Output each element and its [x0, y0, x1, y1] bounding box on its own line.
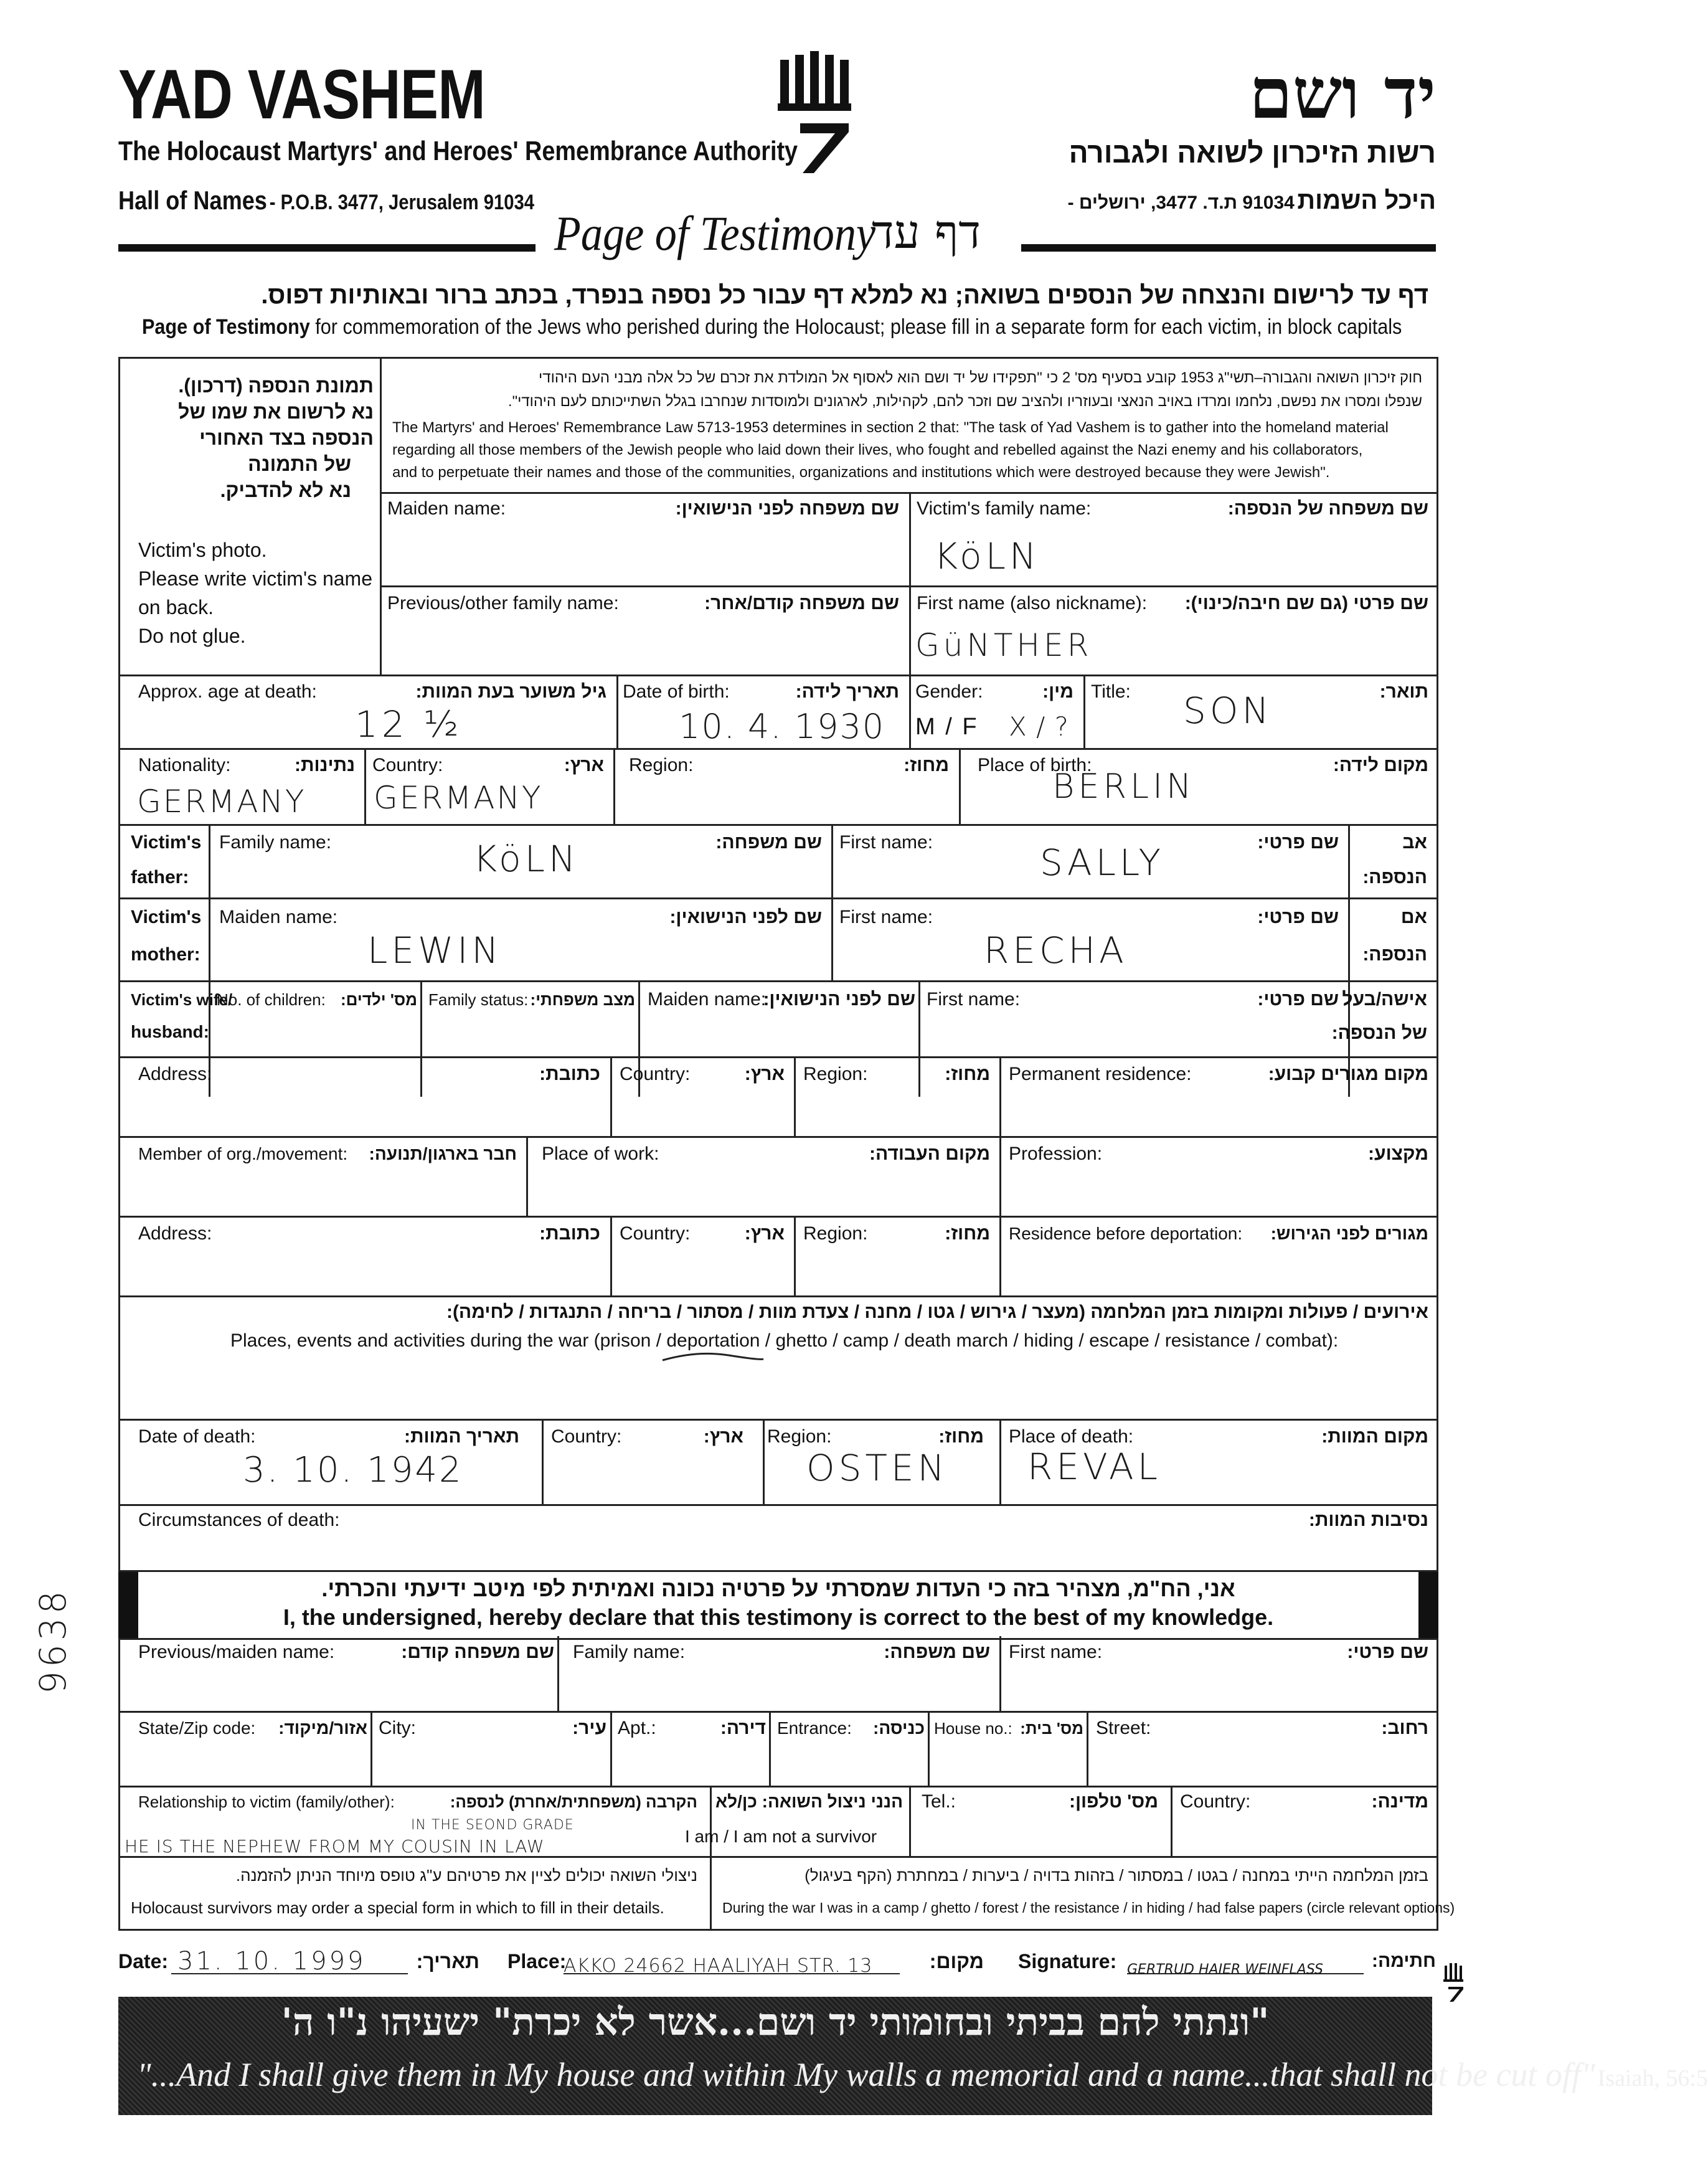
- dod-label-he: תאריך המוות:: [403, 1426, 519, 1447]
- mother-first-value: RECHA: [984, 929, 1128, 972]
- addr1-row-bottom: [118, 1136, 1438, 1138]
- mother-first-label-he: שם פרטי:: [1257, 907, 1339, 927]
- spouse-div-3: [918, 980, 920, 1097]
- father-label-en-1: Victim's: [131, 832, 202, 853]
- form-title-en: Page of Testimony: [554, 206, 876, 260]
- sub-first-label-he: שם פרטי:: [1347, 1642, 1428, 1662]
- place-label-he: מקום:: [929, 1950, 984, 1972]
- death-country-label-he: ארץ:: [703, 1426, 743, 1447]
- sub2-div-5: [1087, 1711, 1088, 1786]
- sub-survivor-label-he: הנני ניצול השואה: כן/לא: [715, 1792, 903, 1811]
- sub2-row-bottom: [118, 1786, 1438, 1787]
- pod-value: REVAL: [1027, 1446, 1161, 1488]
- permanent-residence-label: Permanent residence:: [1009, 1064, 1192, 1084]
- spouse-first-label: First name:: [927, 989, 1021, 1010]
- signature-label-he: חתימה:: [1371, 1951, 1436, 1971]
- title-rule-left: [118, 244, 536, 252]
- region-label-he: מחוז:: [904, 755, 949, 775]
- photo-instr-he-4: של התמונה: [248, 453, 351, 475]
- addr1-div-3: [999, 1056, 1001, 1136]
- region-pob-divider: [959, 748, 961, 824]
- age-row-bottom: [118, 748, 1438, 750]
- address2-region-label: Region:: [803, 1223, 868, 1244]
- law-en-line-1: The Martyrs' and Heroes' Remembrance Law 5713-1953 determines in section 2 that: "The task of Yad Vashem is to gather into the homeland material: [392, 419, 1389, 436]
- victim-family-name-value: KöLN: [934, 535, 1040, 577]
- authority-en: The Holocaust Martyrs' and Heroes' Remembrance Authority: [118, 136, 798, 166]
- father-row-bottom: [118, 897, 1438, 899]
- camp-he: בזמן המלחמה הייתי במחנה / בגטו / במסתור / בזהות בדויה / ביערות / במחתרת (הקף בעיגול): [804, 1866, 1428, 1885]
- spouse-label-he-2: של הנספה:: [1331, 1023, 1427, 1043]
- sub-entrance-label-he: כניסה:: [873, 1718, 925, 1738]
- nat-row-bottom: [118, 824, 1438, 826]
- photo-instr-he-3: הנספה בצד האחורי: [199, 427, 374, 449]
- address2-country-label: Country:: [620, 1223, 691, 1244]
- small-logo-icon: [1442, 1962, 1467, 2005]
- first-name-label-he: שם פרטי (גם שם חיבה/כינוי):: [1184, 593, 1428, 613]
- mother-label-he-1: אם: [1400, 907, 1427, 927]
- sub-apt-label: Apt.:: [618, 1718, 656, 1738]
- death-row-bottom: [118, 1504, 1438, 1506]
- address-region-label: Region:: [803, 1064, 868, 1084]
- sub-relation-label: Relationship to victim (family/other):: [138, 1792, 395, 1811]
- pod-label: Place of death:: [1009, 1426, 1134, 1447]
- addr2-row-bottom: [118, 1295, 1438, 1297]
- region-label: Region:: [629, 755, 694, 775]
- sub2-div-2: [610, 1711, 612, 1786]
- footer-quote-he: "ונתתי להם בביתי ובחומותי יד ושם...אשר לא יכרת" ישעיהו נ"ו ה': [281, 2000, 1270, 2044]
- member-div-1: [526, 1136, 528, 1216]
- father-family-label: Family name:: [219, 832, 332, 853]
- org-name-he: יד ושם: [1248, 53, 1436, 135]
- death-div-2: [763, 1419, 765, 1504]
- instructions-en-text: for commemoration of the Jews who perished during the Holocaust; please fill in a separate form for each victim, in block capitals: [309, 315, 1402, 339]
- spouse-label-en-2: husband:: [131, 1022, 209, 1041]
- names-mid-divider: [909, 492, 911, 675]
- place-value: AKKO 24662 HAALIYAH STR. 13: [564, 1955, 873, 1977]
- sub-street-label-he: רחוב:: [1381, 1718, 1428, 1738]
- father-first-label-he: שם פרטי:: [1257, 832, 1339, 853]
- law-en-line-2: regarding all those members of the Jewish people who laid down their lives, who fought and rebelled against the Nazi enemy and his collaborators,: [392, 442, 1363, 458]
- hall-of-names-en: [118, 186, 534, 215]
- row1-bottom: [118, 675, 1438, 676]
- nationality-label-he: נתינות:: [294, 755, 355, 775]
- sub-relation-label-he: הקרבה (משפחתית/אחרת) לנספה:: [450, 1792, 697, 1811]
- death-div-3: [999, 1419, 1001, 1504]
- sub-city-label: City:: [379, 1718, 416, 1738]
- spouse-label-en-1: Victim's wife/: [131, 990, 233, 1009]
- work-label: Place of work:: [542, 1143, 659, 1164]
- dod-label: Date of death:: [138, 1426, 256, 1447]
- mother-row-bottom: [118, 980, 1438, 982]
- sub-family-label-he: שם משפחה:: [884, 1642, 990, 1662]
- photo-instr-he-1: תמונת הנספה (דרכון).: [178, 374, 374, 397]
- events-label: Places, events and activities during the war (prison / deportation / ghetto / camp / death march / hiding / escape / resistance / combat):: [230, 1330, 1339, 1351]
- age-value: 12 ½: [355, 703, 463, 746]
- sub-family-label: Family name:: [573, 1642, 686, 1662]
- form-title-he: דף עד: [872, 206, 981, 259]
- spouse-maiden-label-he: שם לפני הנישואין:: [763, 989, 915, 1010]
- hall-name-he: היכל השמות: [1297, 187, 1436, 214]
- mother-label-en-1: Victim's: [131, 907, 202, 927]
- member-div-2: [999, 1136, 1001, 1216]
- father-first-label: First name:: [839, 832, 933, 853]
- sub-city-label-he: עיר:: [572, 1718, 606, 1738]
- instructions-en-bold: Page of Testimony: [142, 315, 310, 339]
- address2-label: Address:: [138, 1223, 212, 1244]
- spouse-row-bottom: [118, 1056, 1438, 1058]
- mother-label-he-2: הנספה:: [1362, 944, 1427, 965]
- footer-quote-en: "...And I shall give them in My house and within My walls a memorial and a name...that shall not be cut off": [137, 2056, 1595, 2093]
- death-region-value: OSTEN: [806, 1447, 948, 1489]
- mother-maiden-value: LEWIN: [367, 929, 502, 972]
- address2-country-label-he: ארץ:: [744, 1223, 785, 1244]
- age-label-he: גיל משוער בעת המוות:: [415, 681, 606, 702]
- father-first-value: SALLY: [1040, 841, 1164, 884]
- events-row-bottom: [118, 1419, 1438, 1421]
- addr1-div-1: [610, 1056, 612, 1136]
- relation-value-1: IN THE SEOND GRADE: [411, 1817, 574, 1833]
- title-label: Title:: [1091, 681, 1131, 702]
- hall-address: - P.O.B. 3477, Jerusalem 91034: [269, 191, 535, 214]
- permanent-residence-label-he: מקום מגורים קבוע:: [1268, 1064, 1428, 1084]
- father-label-he-2: הנספה:: [1362, 867, 1427, 888]
- addr1-div-2: [794, 1056, 796, 1136]
- address2-region-label-he: מחוז:: [945, 1223, 990, 1244]
- family-name-label: Victim's family name:: [917, 498, 1092, 519]
- title-value: SON: [1183, 689, 1273, 732]
- children-label: No. of children:: [217, 990, 326, 1009]
- address-country-label: Country:: [620, 1064, 691, 1084]
- pod-label-he: מקום המוות:: [1321, 1426, 1428, 1447]
- sub-entrance-label: Entrance:: [777, 1718, 852, 1738]
- sub3-div-3: [1171, 1786, 1172, 1856]
- gender-options: M / F: [915, 714, 979, 740]
- nationality-value: GERMANY: [137, 784, 306, 820]
- prev-name-label: Previous/other family name:: [387, 593, 619, 613]
- residence-before-label: Residence before deportation:: [1009, 1224, 1243, 1243]
- profession-label-he: מקצוע:: [1368, 1143, 1428, 1164]
- events-label-he: אירועים / פעולות ומקומות בזמן המלחמה (מעצר / גירוש / גטו / מחנה / צעדת מוות / מסתור / בריחה / התנגדות / לחימה):: [446, 1302, 1428, 1322]
- sub-state-label: State/Zip code:: [138, 1718, 256, 1738]
- addr2-div-1: [610, 1216, 612, 1295]
- sub1-div-2: [999, 1636, 1001, 1711]
- sub-prevmaiden-label-he: שם משפחה קודם:: [401, 1642, 554, 1662]
- sub2-div-1: [370, 1711, 372, 1786]
- sub-country-label: Country:: [1180, 1791, 1251, 1812]
- sub3-div-2: [909, 1786, 911, 1856]
- footer-quote-en-line: [137, 2055, 1708, 2094]
- photo-box-divider: [380, 357, 382, 675]
- address-label: Address:: [138, 1064, 212, 1084]
- member-label-he: חבר בארגון/תנועה:: [369, 1144, 517, 1163]
- mother-first-label: First name:: [839, 907, 933, 927]
- sub-survivor-label: I am / I am not a survivor: [685, 1827, 877, 1846]
- dob-gender-divider: [909, 675, 911, 748]
- status-label: Family status:: [428, 990, 529, 1009]
- sub-street-label: Street:: [1096, 1718, 1151, 1738]
- photo-instr-en-1: Victim's photo.: [138, 539, 267, 561]
- relation-value-2: HE IS THE NEPHEW FROM MY COUSIN IN LAW: [125, 1836, 545, 1857]
- sub-prevmaiden-label: Previous/maiden name:: [138, 1642, 335, 1662]
- sub2-div-3: [769, 1711, 771, 1786]
- mother-mid-divider: [831, 897, 833, 980]
- address2-label-he: כתובת:: [539, 1223, 600, 1244]
- death-country-label: Country:: [551, 1426, 622, 1447]
- spouse-first-label-he: שם פרטי:: [1257, 989, 1339, 1010]
- spouse-maiden-label: Maiden name:: [648, 989, 767, 1010]
- mother-label-en-2: mother:: [131, 944, 201, 965]
- victim-first-name-value: GüNTHER: [915, 627, 1093, 663]
- nationality-label: Nationality:: [138, 755, 231, 775]
- sub-house-label-he: מס' בית:: [1020, 1719, 1083, 1738]
- father-label-he-1: אב: [1402, 832, 1427, 853]
- father-label-en-2: father:: [131, 867, 189, 888]
- age-label: Approx. age at death:: [138, 681, 317, 702]
- gender-label: Gender:: [915, 681, 983, 702]
- gender-label-he: מין:: [1042, 681, 1073, 702]
- date-value: 31. 10. 1999: [177, 1947, 366, 1976]
- sub-first-label: First name:: [1009, 1642, 1103, 1662]
- address-region-label-he: מחוז:: [945, 1064, 990, 1084]
- survivors-form-he: ניצולי השואה יכולים לציין את פרטיהם ע"ג טופס מיוחד הניתן להזמנה.: [235, 1866, 697, 1885]
- hall-address-he: 91034 ת.ד. 3477, ירושלים -: [1067, 192, 1295, 213]
- member-label: Member of org./movement:: [138, 1144, 348, 1163]
- survivors-form-en: Holocaust survivors may order a special form in which to fill in their details.: [131, 1898, 664, 1917]
- first-name-label: First name (also nickname):: [917, 593, 1148, 613]
- place-label: Place:: [507, 1950, 567, 1972]
- sub-tel-label-he: מס' טלפון:: [1069, 1791, 1158, 1812]
- profession-label: Profession:: [1009, 1143, 1103, 1164]
- form-top-border: [118, 357, 1438, 359]
- family-name-label-he: שם משפחה של הנספה:: [1227, 498, 1428, 519]
- circumstances-label-he: נסיבות המוות:: [1308, 1510, 1428, 1530]
- sub1-row-bottom: [118, 1711, 1438, 1713]
- dod-value: 3. 10. 1942: [243, 1450, 463, 1490]
- mother-maiden-label-he: שם לפני הנישואין:: [669, 907, 822, 927]
- photo-instr-he-5: נא לא להדביק.: [220, 479, 351, 501]
- dob-value: 10. 4. 1930: [679, 707, 885, 746]
- instructions-he: דף עד לרישום והנצחה של הנספים בשואה; נא למלא דף עבור כל נספה בנפרד, בכתב ברור ובאותיות דפוס.: [261, 282, 1428, 309]
- spouse-label-he-1: אישה/בעל: [1342, 989, 1427, 1010]
- gender-mark-value: X / ?: [1009, 711, 1069, 742]
- member-row-bottom: [118, 1216, 1438, 1218]
- title-rule-right: [1021, 244, 1436, 252]
- instructions-en: [142, 315, 1402, 339]
- death-div-1: [542, 1419, 544, 1504]
- country-label: Country:: [372, 755, 443, 775]
- sub2-div-4: [928, 1711, 930, 1786]
- law-he-line-2: שנפלו ומסרו את נפשם, נלחמו ומרדו באויב הנאצי ובעוזריו ולהציב שם וזכר להם, לקהילות, לארגונים ולמוסדות שנחרבו בגלל השתייכותם לעם היהודי".: [507, 393, 1422, 410]
- yad-vashem-logo-icon: [775, 49, 862, 198]
- photo-instr-en-3: on back.: [138, 596, 214, 618]
- country-region-divider: [613, 748, 615, 824]
- form-left-border: [118, 357, 120, 1931]
- sub1-div-1: [557, 1636, 559, 1711]
- signature-value: GERTRUD HAIER WEINFLASS: [1127, 1962, 1323, 1977]
- father-mid-divider: [831, 824, 833, 897]
- circumstances-label: Circumstances of death:: [138, 1510, 340, 1530]
- sub-state-label-he: אזור/מיקוד:: [278, 1718, 367, 1738]
- children-label-he: מס' ילדים:: [341, 990, 417, 1009]
- prev-name-label-he: שם משפחה קודם/אחר:: [704, 593, 899, 613]
- pob-value: BERLIN: [1052, 767, 1196, 806]
- addr2-div-2: [794, 1216, 796, 1295]
- law-he-line-1: חוק זיכרון השואה והגבורה–תשי"ג 1953 קובע בסעיף מס' 2 כי "תפקידו של יד ושם הוא לאסוף אל המולדת את זכרם של כל אלה מבני העם היהודי: [539, 369, 1422, 386]
- authority-he: רשות הזיכרון לשואה ולגבורה: [1069, 136, 1436, 169]
- spouse-div-1: [420, 980, 422, 1097]
- deportation-underline-icon: [660, 1349, 766, 1368]
- date-label: Date:: [118, 1950, 169, 1972]
- photo-instr-en-4: Do not glue.: [138, 625, 246, 647]
- form-right-border: [1437, 357, 1438, 1931]
- law-en-line-3: and to perpetuate their names and those of the communities, organizations and institutions which were destroyed because they were Jewish".: [392, 464, 1330, 481]
- sub-house-label: House no.:: [934, 1719, 1012, 1738]
- sub-tel-label: Tel.:: [922, 1791, 956, 1812]
- dob-label-he: תאריך לידה:: [795, 681, 899, 702]
- gender-title-divider: [1083, 675, 1085, 748]
- death-region-label-he: מחוז:: [938, 1426, 984, 1447]
- org-name-en: YAD VASHEM: [118, 55, 485, 133]
- status-label-he: מצב משפחתי:: [530, 990, 635, 1009]
- margin-number-value: 9638: [32, 1587, 74, 1694]
- address-country-label-he: ארץ:: [744, 1064, 785, 1084]
- hall-of-names-he: [1068, 187, 1436, 215]
- father-family-value: KöLN: [473, 838, 580, 880]
- maiden-name-label: Maiden name:: [387, 498, 506, 519]
- country-label-he: ארץ:: [564, 755, 604, 775]
- photo-instr-he-2: נא לרשום את שמו של: [178, 400, 374, 423]
- footer-quote-ref: Isaiah, 56:5: [1597, 2065, 1708, 2091]
- form-bottom-border: [118, 1929, 1438, 1931]
- residence-before-label-he: מגורים לפני הגירוש:: [1270, 1224, 1428, 1243]
- dob-label: Date of birth:: [623, 681, 730, 702]
- age-dob-divider: [616, 675, 618, 748]
- mother-maiden-label: Maiden name:: [219, 907, 338, 927]
- death-region-label: Region:: [767, 1426, 832, 1447]
- pob-label: Place of birth:: [978, 755, 1092, 775]
- address-label-he: כתובת:: [539, 1064, 600, 1084]
- title-label-he: תואר:: [1379, 681, 1428, 702]
- work-label-he: מקום העבודה:: [869, 1143, 990, 1164]
- declaration-he: אני, הח"מ, מצהיר בזה כי העדות שמסרתי על פרטיה נכונה ואמיתית לפי מיטב ידיעתי והכרתי.: [321, 1576, 1235, 1601]
- sub-apt-label-he: דירה:: [720, 1718, 766, 1738]
- declaration-en: I, the undersigned, hereby declare that this testimony is correct to the best of my knowledge.: [283, 1604, 1274, 1630]
- addr2-div-3: [999, 1216, 1001, 1295]
- photo-instr-en-2: Please write victim's name: [138, 567, 372, 590]
- father-family-label-he: שם משפחה:: [715, 832, 822, 853]
- hall-name: Hall of Names: [118, 186, 267, 215]
- signature-label: Signature:: [1018, 1950, 1117, 1972]
- nat-country-divider: [364, 748, 366, 824]
- camp-en: During the war I was in a camp / ghetto / forest / the resistance / in hiding / had false papers (circle relevant options): [722, 1900, 1455, 1916]
- date-label-he: תאריך:: [416, 1950, 479, 1972]
- maiden-name-label-he: שם משפחה לפני הנישואין:: [675, 498, 899, 519]
- country-value: GERMANY: [374, 780, 543, 816]
- pob-label-he: מקום לידה:: [1333, 755, 1428, 775]
- sub-country-label-he: מדינה:: [1371, 1791, 1428, 1812]
- names-row-divider: [380, 585, 1438, 587]
